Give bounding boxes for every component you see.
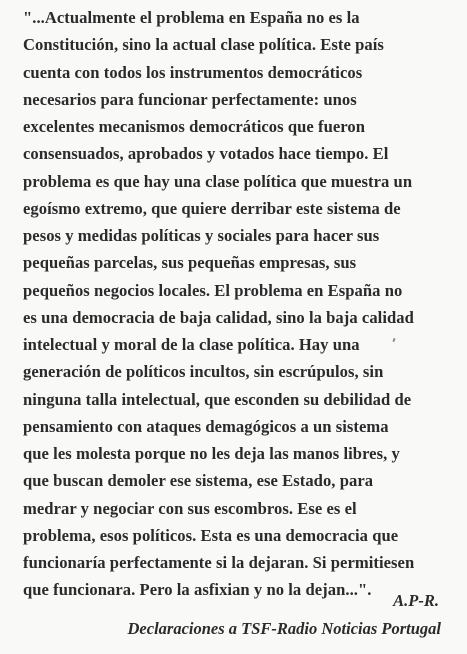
quote-line: problema, esos políticos. Esta es una democracia que [23,525,399,545]
quote-line: generación de políticos incultos, sin escrúpulos, sin [23,362,384,382]
quote-line: Constitución, sino la actual clase política. Este país [23,35,384,55]
quote-line: medrar y negociar con sus escombros. Ese es el [23,498,357,518]
quote-line: que buscan demoler ese sistema, ese Estado, para [23,471,374,491]
quote-line: que funcionara. Pero la asfixian y no la dejan...". [23,580,372,600]
quote-line: "...Actualmente el problema en España no es la [23,8,360,27]
author-signature: A.P-R. [393,591,439,610]
quote-line: intelectual y moral de la clase política. Hay una [23,335,360,354]
quote-line: problema es que hay una clase política que muestra un [23,171,413,191]
quote-line: consensuados, aprobados y votados hace tiempo. El [23,144,389,164]
quote-source: Declaraciones a TSF-Radio Noticias Portugal [127,619,441,638]
quote-line: necesarios para funcionar perfectamente: unos [23,89,357,109]
quote-line: funcionaría perfectamente si la dejaran. Si permitiesen [23,553,415,572]
quote-line: excelentes mecanismos democráticos que fueron [23,117,366,136]
quote-line: pequeñas parcelas, sus pequeñas empresas, sus [23,253,357,273]
quote-line: pesos y medidas políticas y sociales para hacer sus [23,226,380,245]
quote-line: cuenta con todos los instrumentos democráticos [23,62,363,82]
quote-line: pensamiento con ataques demagógicos a un sistema [23,416,389,436]
quote-line: es una democracia de baja calidad, sino la baja calidad [23,307,414,327]
quote-line: egoísmo extremo, que quiere derribar este sistema de [23,198,401,218]
quote-line: que les molesta porque no les deja las manos libres, y [23,444,400,463]
quote-line: ninguna talla intelectual, que esconden su debilidad de [23,389,412,409]
quote-text [23,4,443,604]
quote-line: pequeños negocios locales. El problema en España no [23,280,403,300]
